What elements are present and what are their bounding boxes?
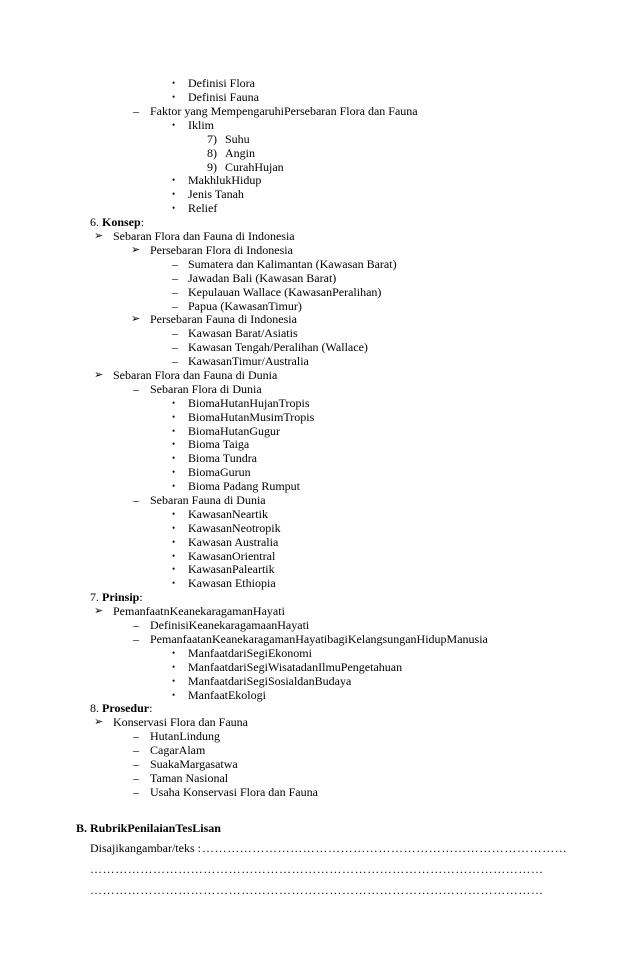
dash-marker: – xyxy=(172,285,178,299)
answer-dotted-line: ……………………………………………………………………………………………… xyxy=(90,862,544,876)
list-item: Suhu xyxy=(225,132,250,146)
section-title: Konsep xyxy=(102,215,141,229)
dash-marker: – xyxy=(172,354,178,368)
list-item: KawasanOrientral xyxy=(188,549,276,563)
bullet-marker: • xyxy=(172,551,176,561)
list-item: KawasanNeotropik xyxy=(188,521,281,535)
section-title: Prinsip xyxy=(102,590,140,604)
list-item: Konservasi Flora dan Fauna xyxy=(113,715,248,729)
list-item: MakhlukHidup xyxy=(188,173,262,187)
dash-marker: – xyxy=(172,326,178,340)
list-item: Sebaran Fauna di Dunia xyxy=(150,493,266,507)
bullet-marker: • xyxy=(172,412,176,422)
bullet-marker: • xyxy=(172,78,176,88)
dash-marker: – xyxy=(172,271,178,285)
list-item: BiomaHutanHujanTropis xyxy=(188,396,310,410)
section-heading xyxy=(90,590,143,604)
list-item: PemanfaatanKeanekaragamanHayatibagiKelangsunganHidupManusia xyxy=(150,632,488,646)
bullet-marker: • xyxy=(172,662,176,672)
bullet-marker: • xyxy=(172,426,176,436)
bullet-marker: • xyxy=(172,467,176,477)
list-item: Bioma Taiga xyxy=(188,437,250,451)
list-item: Iklim xyxy=(188,118,214,132)
section-title: Prosedur xyxy=(102,701,150,715)
list-item: Faktor yang MempengaruhiPersebaran Flora dan Fauna xyxy=(150,104,418,118)
bullet-marker: • xyxy=(172,481,176,491)
dash-marker: – xyxy=(172,257,178,271)
arrow-marker: ➢ xyxy=(131,313,141,325)
bullet-marker: • xyxy=(172,523,176,533)
list-item: ManfaatdariSegiWisatadanIlmuPengetahuan xyxy=(188,660,403,674)
section-heading xyxy=(90,701,152,715)
section-number: 7. xyxy=(90,590,99,604)
list-item: KawasanTimur/Australia xyxy=(188,354,309,368)
list-item: Bioma Padang Rumput xyxy=(188,479,300,493)
dash-marker: – xyxy=(133,743,139,757)
list-item: KawasanPaleartik xyxy=(188,562,275,576)
bullet-marker: • xyxy=(172,453,176,463)
list-item: Sebaran Flora di Dunia xyxy=(150,382,262,396)
list-item: Kepulauan Wallace (KawasanPeralihan) xyxy=(188,285,382,299)
dash-marker: – xyxy=(172,340,178,354)
list-item: Definisi Fauna xyxy=(188,90,259,104)
list-item: HutanLindung xyxy=(150,729,220,743)
list-item: Kawasan Ethiopia xyxy=(188,576,276,590)
list-item: Relief xyxy=(188,201,218,215)
bullet-marker: • xyxy=(172,578,176,588)
list-item: CurahHujan xyxy=(225,160,284,174)
list-item: Sumatera dan Kalimantan (Kawasan Barat) xyxy=(188,257,397,271)
arrow-marker: ➢ xyxy=(94,230,104,242)
bullet-marker: • xyxy=(172,648,176,658)
list-item: KawasanNeartik xyxy=(188,507,268,521)
list-item: BiomaGurun xyxy=(188,465,251,479)
section-number: 8. xyxy=(90,701,99,715)
section-heading xyxy=(90,215,144,229)
bullet-marker: • xyxy=(172,92,176,102)
arrow-marker: ➢ xyxy=(94,369,104,381)
item-number: 9) xyxy=(207,160,217,174)
list-item: Angin xyxy=(225,146,255,160)
bullet-marker: • xyxy=(172,690,176,700)
dash-marker: – xyxy=(133,785,139,799)
dash-marker: – xyxy=(172,299,178,313)
list-item: Definisi Flora xyxy=(188,76,255,90)
colon: : xyxy=(149,701,153,715)
item-number: 7) xyxy=(207,132,217,146)
list-item: Persebaran Flora di Indonesia xyxy=(150,243,293,257)
bullet-marker: • xyxy=(172,509,176,519)
prompt-label: Disajikangambar/teks : xyxy=(90,841,201,855)
colon: : xyxy=(140,215,145,229)
dash-marker: – xyxy=(133,757,139,771)
dash-marker: – xyxy=(133,493,139,507)
list-item: Kawasan Barat/Asiatis xyxy=(188,326,298,340)
list-item: Sebaran Flora dan Fauna di Dunia xyxy=(113,368,278,382)
dash-marker: – xyxy=(133,104,139,118)
bullet-marker: • xyxy=(172,120,176,130)
bullet-marker: • xyxy=(172,175,176,185)
list-item: Kawasan Australia xyxy=(188,535,279,549)
bullet-marker: • xyxy=(172,439,176,449)
dash-marker: – xyxy=(133,632,139,646)
arrow-marker: ➢ xyxy=(94,605,104,617)
answer-dotted-line: …………………………………………………………………………… xyxy=(202,841,568,855)
list-item: Papua (KawasanTimur) xyxy=(188,299,302,313)
list-item: CagarAlam xyxy=(150,743,206,757)
colon: : xyxy=(139,590,143,604)
arrow-marker: ➢ xyxy=(94,716,104,728)
list-item: Bioma Tundra xyxy=(188,451,258,465)
list-item: ManfaatEkologi xyxy=(188,688,266,702)
dash-marker: – xyxy=(133,771,139,785)
bullet-marker: • xyxy=(172,564,176,574)
answer-dotted-line: ……………………………………………………………………………………………… xyxy=(90,883,544,897)
arrow-marker: ➢ xyxy=(131,244,141,256)
list-item: Usaha Konservasi Flora dan Fauna xyxy=(150,785,318,799)
list-item: Kawasan Tengah/Peralihan (Wallace) xyxy=(188,340,368,354)
list-item: Jenis Tanah xyxy=(188,187,244,201)
dash-marker: – xyxy=(133,618,139,632)
bullet-marker: • xyxy=(172,676,176,686)
list-item: ManfaatdariSegiEkonomi xyxy=(188,646,312,660)
list-item: BiomaHutanMusimTropis xyxy=(188,410,315,424)
bullet-marker: • xyxy=(172,398,176,408)
bullet-marker: • xyxy=(172,203,176,213)
list-item: BiomaHutanGugur xyxy=(188,424,280,438)
list-item: Persebaran Fauna di Indonesia xyxy=(150,312,297,326)
list-item: Sebaran Flora dan Fauna di Indonesia xyxy=(113,229,295,243)
list-item: Jawadan Bali (Kawasan Barat) xyxy=(188,271,337,285)
section-number: 6. xyxy=(90,215,99,229)
bullet-marker: • xyxy=(172,537,176,547)
list-item: ManfaatdariSegiSosialdanBudaya xyxy=(188,674,352,688)
list-item: PemanfaatnKeanekaragamanHayati xyxy=(113,604,285,618)
dash-marker: – xyxy=(133,382,139,396)
dash-marker: – xyxy=(133,729,139,743)
list-item: SuakaMargasatwa xyxy=(150,757,238,771)
bullet-marker: • xyxy=(172,189,176,199)
list-item: Taman Nasional xyxy=(150,771,229,785)
item-number: 8) xyxy=(207,146,217,160)
list-item: DefinisiKeanekaragamaanHayati xyxy=(150,618,310,632)
section-b-heading: B. RubrikPenilaianTesLisan xyxy=(76,821,221,835)
